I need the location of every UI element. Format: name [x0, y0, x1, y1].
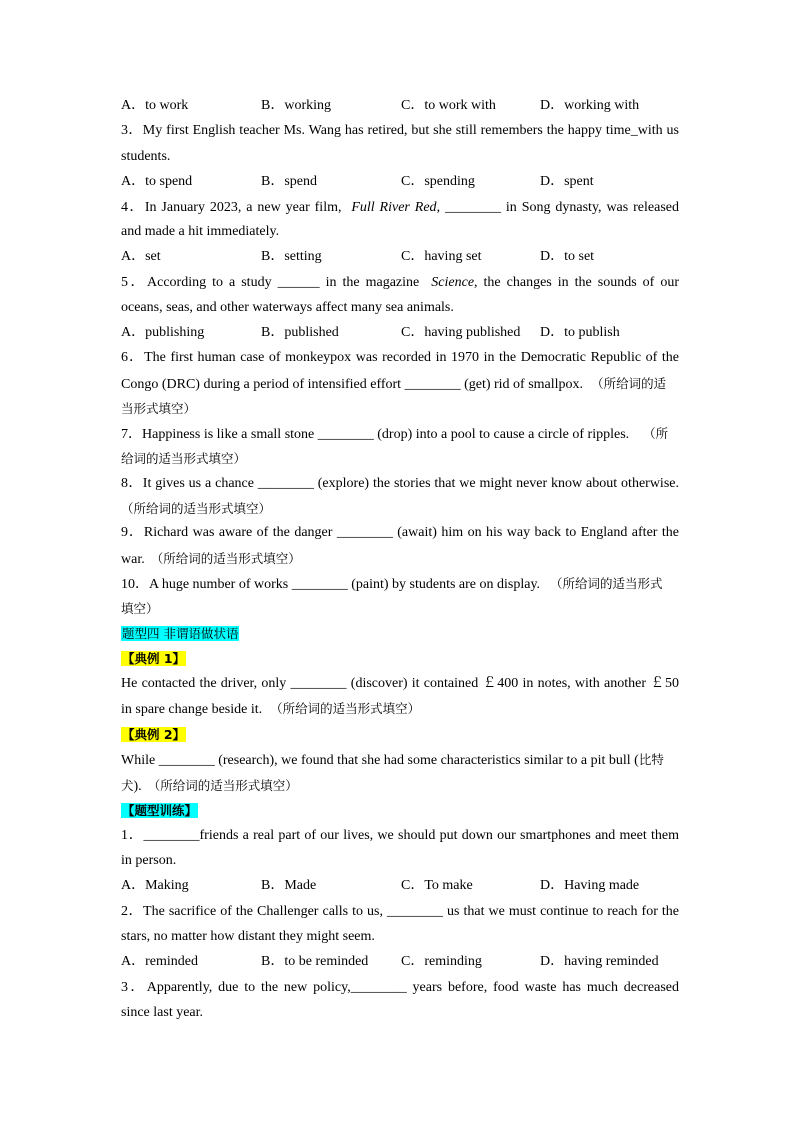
option-b: B．published	[261, 325, 339, 340]
option-d: D．spent	[540, 174, 594, 189]
q7-line1: 7．Happiness is like a small stone ________ (drop) into a pool to cause a circle of ripples. （所	[121, 426, 669, 442]
option-d: D．having reminded	[540, 954, 659, 969]
option-d: D．to set	[540, 249, 595, 264]
option-d: D．working with	[540, 98, 640, 113]
option-b: B．spend	[261, 174, 317, 189]
option-c: C．spending	[401, 174, 475, 189]
film-title: Full River Red	[351, 200, 437, 215]
t2-line1: 2．The sacrifice of the Challenger calls to us, ________ us that we must continue to reach for the	[121, 904, 679, 919]
q5-line2: oceans, seas, and other waterways affect many sea animals.	[121, 300, 454, 315]
q3-line2: students.	[121, 149, 171, 164]
option-a: A．reminded	[121, 954, 198, 969]
t2-line2: stars, no matter how distant they might seem.	[121, 929, 375, 944]
option-a: A．to spend	[121, 174, 193, 189]
option-b: B．working	[261, 98, 331, 113]
training-label: 【题型训练】	[122, 803, 198, 818]
q8-line1: 8．It gives us a chance ________ (explore) the stories that we might never know about otherwise.	[121, 476, 679, 491]
example2-label: 【典例 2】	[122, 727, 186, 742]
example1-label: 【典例 1】	[122, 651, 186, 666]
q6-line2: Congo (DRC) during a period of intensified effort ________ (get) rid of smallpox. （所给词的适	[121, 376, 667, 392]
option-a: A．set	[121, 249, 161, 264]
option-a: A．publishing	[121, 325, 205, 340]
option-a: A．Making	[121, 878, 189, 893]
q7-line2: 给词的适当形式填空）	[121, 451, 247, 466]
t3-line1: 3．Apparently, due to the new policy,________ years before, food waste has much decreased	[121, 980, 679, 995]
section-title: 题型四 非谓语做状语	[122, 626, 239, 641]
q3-line1: 3．My first English teacher Ms. Wang has retired, but she still remembers the happy time_with us	[121, 123, 679, 138]
t3-line2: since last year.	[121, 1005, 204, 1020]
q4-line2: and made a hit immediately.	[121, 224, 280, 239]
q9-line1: 9．Richard was aware of the danger ________ (await) him on his way back to England after the	[121, 525, 679, 540]
q6-line3: 当形式填空）	[121, 401, 197, 416]
q6-line1: 6．The first human case of monkeypox was recorded in 1970 in the Democratic Republic of the	[121, 350, 679, 365]
option-c: C．to work with	[401, 98, 496, 113]
q8-line2: （所给词的适当形式填空）	[121, 501, 272, 516]
t1-line2: in person.	[121, 853, 177, 868]
option-b: B．to be reminded	[261, 954, 369, 969]
example2-line1: While ________ (research), we found that she had some characteristics similar to a pit bull (比特	[121, 752, 664, 768]
option-d: D．to publish	[540, 325, 620, 340]
q5-line1: 5．According to a study ______ in the magazine Science, the changes in the sounds of our	[121, 275, 679, 290]
q9-line2: war. （所给词的适当形式填空）	[121, 551, 301, 567]
q10-line1: 10．A huge number of works ________ (paint) by students are on display. （所给词的适当形式	[121, 576, 663, 592]
option-a: A．to work	[121, 98, 189, 113]
option-b: B．Made	[261, 878, 317, 893]
q10-line2: 填空）	[121, 601, 159, 616]
t1-line1: 1．________friends a real part of our lives, we should put down our smartphones and meet them	[121, 828, 679, 843]
option-c: C．having published	[401, 325, 521, 340]
q4-line1: 4．In January 2023, a new year film, Full River Red, ________ in Song dynasty, was released	[121, 200, 679, 215]
magazine-title: Science	[431, 275, 475, 290]
option-c: C．To make	[401, 878, 473, 893]
option-d: D．Having made	[540, 878, 640, 893]
option-c: C．having set	[401, 249, 482, 264]
example1-line2: in spare change beside it. （所给词的适当形式填空）	[121, 701, 421, 717]
option-c: C．reminding	[401, 954, 482, 969]
option-b: B．setting	[261, 249, 322, 264]
example2-line2: 犬). （所给词的适当形式填空）	[121, 778, 298, 794]
example1-line1: He contacted the driver, only ________ (discover) it contained ￡400 in notes, with another ￡50	[121, 676, 679, 691]
